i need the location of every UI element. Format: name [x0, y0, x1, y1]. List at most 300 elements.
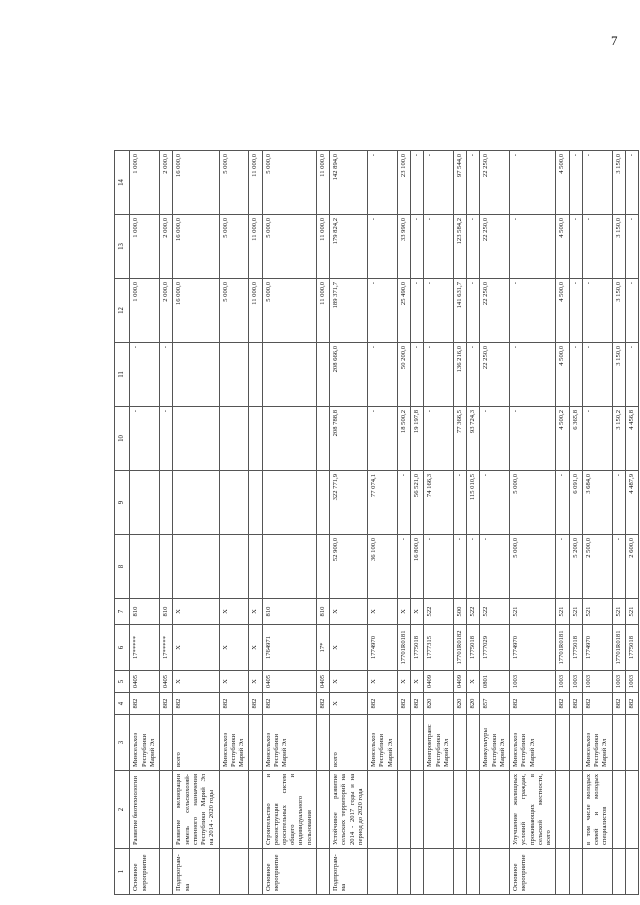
table-cell-c11: 4 500,0: [556, 343, 569, 407]
table-cell-c14: -: [569, 151, 582, 215]
table-cell-c8: [262, 535, 316, 599]
table-cell-c4: 820: [467, 693, 480, 715]
table-cell-c5: Х: [249, 671, 262, 693]
table-cell-c7: Х: [249, 599, 262, 625]
table-cell-c7: 522: [480, 599, 510, 625]
table-cell-c12: 3 150,0: [612, 279, 625, 343]
table-row: [397, 151, 410, 895]
table-cell-c4: 882: [368, 693, 398, 715]
table-cell-c5: 1003: [556, 671, 569, 693]
table-cell-c6: Х: [173, 625, 219, 671]
table-cell-c14: 11 000,0: [316, 151, 329, 215]
table-row: [368, 151, 398, 895]
table-cell-c13: -: [368, 215, 398, 279]
table-cell-c7: 522: [467, 599, 480, 625]
table-cell-c9: [173, 471, 219, 535]
table-cell-c3: [453, 715, 466, 771]
table-cell-c14: -: [467, 151, 480, 215]
table-cell-c2: [316, 771, 329, 849]
table-row: [625, 151, 638, 895]
table-cell-c12: 11 000,0: [316, 279, 329, 343]
table-cell-c3: Минкультуры Республики Марий Эл: [480, 715, 510, 771]
column-number: 14: [115, 151, 130, 215]
table-cell-c4: 820: [453, 693, 466, 715]
table-cell-c14: -: [625, 151, 638, 215]
page-number: 7: [611, 33, 618, 48]
table-cell-c12: -: [424, 279, 454, 343]
table-cell-c14: 23 100,0: [397, 151, 410, 215]
table-row: [330, 151, 368, 895]
table-cell-c6: 1775018: [411, 625, 424, 671]
table-cell-c10: 4 500,2: [556, 407, 569, 471]
column-number: 6: [115, 625, 130, 671]
table-cell-c11: -: [569, 343, 582, 407]
table-cell-c3: [556, 715, 569, 771]
table-cell-c2: [625, 771, 638, 849]
table-cell-c12: 1 000,0: [130, 279, 160, 343]
table-cell-c1: Подпрограм-ма: [330, 849, 368, 895]
table-cell-c3: [160, 715, 173, 771]
table-cell-c8: 2 600,0: [625, 535, 638, 599]
table-cell-c4: Х: [330, 693, 368, 715]
table-cell-c3: Минсельхоз Республики Марий Эл: [130, 715, 160, 771]
table-cell-c10: 93 724,3: [467, 407, 480, 471]
table-cell-c1: Основное мероприятие: [262, 849, 316, 895]
table-cell-c1: [411, 849, 424, 895]
table-cell-c9: 4 487,9: [625, 471, 638, 535]
table-cell-c12: 11 000,0: [249, 279, 262, 343]
table-cell-c14: 5 000,0: [262, 151, 316, 215]
table-cell-c5: 1003: [510, 671, 556, 693]
column-number: 9: [115, 471, 130, 535]
table-cell-c7: 521: [625, 599, 638, 625]
table-cell-c8: [219, 535, 249, 599]
table-cell-c5: Х: [467, 671, 480, 693]
table-cell-c10: 77 366,5: [453, 407, 466, 471]
table-cell-c10: -: [480, 407, 510, 471]
table-cell-c3: [612, 715, 625, 771]
table-cell-c3: Минсельхоз Республики Марий Эл: [368, 715, 398, 771]
table-cell-c10: 6 365,8: [569, 407, 582, 471]
table-cell-c9: 322 771,9: [330, 471, 368, 535]
table-cell-c13: 123 584,2: [453, 215, 466, 279]
table-cell-c5: 0801: [480, 671, 510, 693]
table-cell-c9: [219, 471, 249, 535]
table-cell-c7: Х: [219, 599, 249, 625]
table-cell-c10: 3 150,2: [612, 407, 625, 471]
table-cell-c1: Подпрограм-ма: [173, 849, 219, 895]
table-cell-c4: 882: [510, 693, 556, 715]
table-row: [510, 151, 556, 895]
table-cell-c6: 1775018: [467, 625, 480, 671]
table-cell-c5: 1003: [582, 671, 612, 693]
table-cell-c1: [467, 849, 480, 895]
table-cell-c5: 0405: [130, 671, 160, 693]
table-cell-c3: [316, 715, 329, 771]
table-cell-c2: Улучшение жилищных условий граждан, проживающих в сельской местности, всего: [510, 771, 556, 849]
table-cell-c7: 521: [569, 599, 582, 625]
table-cell-c9: 56 521,0: [411, 471, 424, 535]
table-cell-c1: [397, 849, 410, 895]
table-cell-c4: 882: [316, 693, 329, 715]
table-body: [130, 151, 638, 895]
table-cell-c12: -: [510, 279, 556, 343]
table-cell-c1: Основное мероприятие: [510, 849, 556, 895]
table-cell-c11: -: [582, 343, 612, 407]
table-cell-c2: в том числе молодых семей и молодых специалистов: [582, 771, 612, 849]
table-cell-c1: Основное мероприятие: [130, 849, 160, 895]
table-cell-c12: -: [368, 279, 398, 343]
table-cell-c11: [173, 343, 219, 407]
table-cell-c12: 4 500,0: [556, 279, 569, 343]
table-cell-c1: [480, 849, 510, 895]
table-cell-c10: [173, 407, 219, 471]
table-cell-c8: -: [612, 535, 625, 599]
table-cell-c14: 22 250,0: [480, 151, 510, 215]
table-cell-c14: -: [411, 151, 424, 215]
table-cell-c9: -: [612, 471, 625, 535]
table-cell-c9: [160, 471, 173, 535]
column-number: 3: [115, 715, 130, 771]
table-cell-c13: -: [424, 215, 454, 279]
table-cell-c1: [249, 849, 262, 895]
table-cell-c5: Х: [397, 671, 410, 693]
table-row: [453, 151, 466, 895]
table-cell-c6: 17701R0181: [612, 625, 625, 671]
table-cell-c1: [569, 849, 582, 895]
column-number: 13: [115, 215, 130, 279]
table-cell-c4: 882: [625, 693, 638, 715]
table-cell-c10: [219, 407, 249, 471]
table-cell-c8: 52 900,0: [330, 535, 368, 599]
table-cell-c7: 810: [316, 599, 329, 625]
table-cell-c6: 1774970: [368, 625, 398, 671]
table-cell-c9: [249, 471, 262, 535]
table-cell-c11: 136 216,0: [453, 343, 466, 407]
table-cell-c3: Минсельхоз Республики Марий Эл: [219, 715, 249, 771]
table-cell-c3: всего: [330, 715, 368, 771]
table-cell-c11: -: [467, 343, 480, 407]
table-cell-c7: 521: [612, 599, 625, 625]
table-cell-c6: 1777315: [424, 625, 454, 671]
column-number: 2: [115, 771, 130, 849]
table-cell-c11: -: [160, 343, 173, 407]
table-cell-c11: 22 250,0: [480, 343, 510, 407]
table-cell-c11: -: [424, 343, 454, 407]
table-cell-c13: -: [582, 215, 612, 279]
table-cell-c7: 500: [453, 599, 466, 625]
table-cell-c13: 5 000,0: [219, 215, 249, 279]
table-cell-c12: -: [467, 279, 480, 343]
table-cell-c4: 882: [262, 693, 316, 715]
table-cell-c13: 1 000,0: [130, 215, 160, 279]
table-cell-c12: 5 000,0: [262, 279, 316, 343]
table-row: [569, 151, 582, 895]
table-cell-c10: -: [130, 407, 160, 471]
table-cell-c10: 19 197,8: [411, 407, 424, 471]
table-cell-c13: 11 000,0: [316, 215, 329, 279]
table-cell-c9: [316, 471, 329, 535]
table-cell-c2: Развитие биотехнологии: [130, 771, 160, 849]
table-cell-c8: 36 100,0: [368, 535, 398, 599]
table-cell-c12: -: [569, 279, 582, 343]
table-cell-c6: 17*****: [130, 625, 160, 671]
table-cell-c5: Х: [368, 671, 398, 693]
column-number: 5: [115, 671, 130, 693]
table-cell-c7: 521: [582, 599, 612, 625]
table-cell-c9: [262, 471, 316, 535]
table-cell-c12: 25 490,0: [397, 279, 410, 343]
table-cell-c8: [316, 535, 329, 599]
table-cell-c13: 4 500,0: [556, 215, 569, 279]
table-cell-c9: 6 091,0: [569, 471, 582, 535]
table-cell-c14: 97 544,0: [453, 151, 466, 215]
table-cell-c5: Х: [330, 671, 368, 693]
table-cell-c3: [569, 715, 582, 771]
table-row: [316, 151, 329, 895]
table-cell-c1: [368, 849, 398, 895]
table-cell-c13: -: [569, 215, 582, 279]
table-cell-c3: [467, 715, 480, 771]
table-cell-c13: 11 000,0: [249, 215, 262, 279]
table-cell-c6: 17701R0181: [397, 625, 410, 671]
table-row: [262, 151, 316, 895]
table-cell-c10: -: [368, 407, 398, 471]
table-cell-c5: 0409: [424, 671, 454, 693]
table-cell-c6: Х: [330, 625, 368, 671]
column-number: 7: [115, 599, 130, 625]
table-cell-c2: [569, 771, 582, 849]
table-cell-c7: 810: [262, 599, 316, 625]
table-cell-c6: 17*****: [160, 625, 173, 671]
table-cell-c14: 4 500,0: [556, 151, 569, 215]
table-cell-c2: [249, 771, 262, 849]
table-cell-c3: [397, 715, 410, 771]
table-cell-c7: Х: [173, 599, 219, 625]
table-cell-c2: [160, 771, 173, 849]
table-cell-c1: [160, 849, 173, 895]
table-row: [480, 151, 510, 895]
column-number: 1: [115, 849, 130, 895]
table-cell-c10: -: [160, 407, 173, 471]
table-cell-c4: 882: [249, 693, 262, 715]
table-cell-c13: 22 250,0: [480, 215, 510, 279]
table-cell-c5: 0405: [316, 671, 329, 693]
table-cell-c5: Х: [411, 671, 424, 693]
table-cell-c14: 11 000,0: [249, 151, 262, 215]
table-cell-c10: [262, 407, 316, 471]
table-cell-c14: -: [368, 151, 398, 215]
table-row: [612, 151, 625, 895]
table-cell-c5: 0405: [262, 671, 316, 693]
table-cell-c4: 882: [130, 693, 160, 715]
table-cell-c1: [316, 849, 329, 895]
table-cell-c13: 33 990,0: [397, 215, 410, 279]
table-cell-c7: 522: [424, 599, 454, 625]
table-cell-c11: [219, 343, 249, 407]
table-cell-c4: 882: [582, 693, 612, 715]
table-cell-c6: 1775018: [569, 625, 582, 671]
table-cell-c7: Х: [397, 599, 410, 625]
table-cell-c10: -: [510, 407, 556, 471]
table-cell-c14: 3 150,0: [612, 151, 625, 215]
table-cell-c13: 2 000,0: [160, 215, 173, 279]
table-cell-c7: Х: [411, 599, 424, 625]
table-row: [219, 151, 249, 895]
table-cell-c14: -: [510, 151, 556, 215]
table-cell-c11: 3 150,0: [612, 343, 625, 407]
table-cell-c9: -: [397, 471, 410, 535]
table-cell-c7: 810: [160, 599, 173, 625]
table-cell-c1: [556, 849, 569, 895]
table-row: [582, 151, 612, 895]
column-number: 10: [115, 407, 130, 471]
column-number: 8: [115, 535, 130, 599]
table-cell-c12: -: [411, 279, 424, 343]
table-cell-c5: 1003: [625, 671, 638, 693]
table-cell-c4: 820: [424, 693, 454, 715]
table-cell-c12: 2 000,0: [160, 279, 173, 343]
table-cell-c2: [411, 771, 424, 849]
table-cell-c6: Х: [249, 625, 262, 671]
table-cell-c8: [160, 535, 173, 599]
table-cell-c8: -: [467, 535, 480, 599]
table-cell-c3: Минпромтранс Республики Марий Эл: [424, 715, 454, 771]
table-cell-c5: 0405: [160, 671, 173, 693]
table-cell-c1: [612, 849, 625, 895]
table-cell-c1: [625, 849, 638, 895]
table-cell-c1: [582, 849, 612, 895]
table-cell-c14: 1 000,0: [130, 151, 160, 215]
table-cell-c3: [411, 715, 424, 771]
table-cell-c4: 857: [480, 693, 510, 715]
table-cell-c9: -: [480, 471, 510, 535]
table-row: [467, 151, 480, 895]
table-cell-c3: Минсельхоз Республики Марий Эл: [510, 715, 556, 771]
table-cell-c2: Устойчивое развитие сельских территорий на 2014 - 2017 годы и на период до 2020 года: [330, 771, 368, 849]
table-cell-c10: 18 500,2: [397, 407, 410, 471]
table-cell-c5: 0409: [453, 671, 466, 693]
table-cell-c14: -: [424, 151, 454, 215]
table-cell-c4: 882: [173, 693, 219, 715]
table-cell-c14: 142 894,0: [330, 151, 368, 215]
table-cell-c2: Строительство и реконструкция оросительных систем общего и индивидуального пользования: [262, 771, 316, 849]
table-cell-c13: -: [510, 215, 556, 279]
table-cell-c9: 3 684,0: [582, 471, 612, 535]
table-cell-c6: 1777029: [480, 625, 510, 671]
table-cell-c10: -: [424, 407, 454, 471]
table-cell-c9: 5 000,0: [510, 471, 556, 535]
table-cell-c4: 882: [569, 693, 582, 715]
table-row: [160, 151, 173, 895]
table-cell-c8: 2 500,0: [582, 535, 612, 599]
table-cell-c1: [424, 849, 454, 895]
table-cell-c8: [173, 535, 219, 599]
table-cell-c7: 521: [556, 599, 569, 625]
table-cell-c11: [249, 343, 262, 407]
table-cell-c10: 208 788,8: [330, 407, 368, 471]
table-cell-c2: [424, 771, 454, 849]
table-row: [556, 151, 569, 895]
table-cell-c2: [480, 771, 510, 849]
table-cell-c10: [249, 407, 262, 471]
table-cell-c2: [467, 771, 480, 849]
table-cell-c5: 1003: [612, 671, 625, 693]
table-cell-c8: -: [453, 535, 466, 599]
table-cell-c14: 16 000,0: [173, 151, 219, 215]
table-cell-c4: 882: [556, 693, 569, 715]
table-cell-c3: всего: [173, 715, 219, 771]
table-cell-c9: -: [556, 471, 569, 535]
table-cell-c3: Минсельхоз Республики Марий Эл: [582, 715, 612, 771]
table-cell-c11: [262, 343, 316, 407]
table-cell-c13: -: [411, 215, 424, 279]
table-cell-c6: 17*: [316, 625, 329, 671]
table-cell-c7: 810: [130, 599, 160, 625]
table-cell-c8: [249, 535, 262, 599]
table-cell-c13: -: [467, 215, 480, 279]
table-cell-c2: [556, 771, 569, 849]
column-number: 12: [115, 279, 130, 343]
table-cell-c8: 5 000,0: [510, 535, 556, 599]
table-cell-c8: 16 800,0: [411, 535, 424, 599]
table-cell-c11: -: [510, 343, 556, 407]
column-number: 11: [115, 343, 130, 407]
table-cell-c2: Развитие мелиорации земель сельскохозяй-ственного назначения Республики Марий Эл на 2014 - 2020 годы: [173, 771, 219, 849]
table-cell-c12: 22 250,0: [480, 279, 510, 343]
table-cell-c13: -: [625, 215, 638, 279]
table-cell-c6: 1764971: [262, 625, 316, 671]
table-cell-c13: 179 824,2: [330, 215, 368, 279]
table-cell-c8: 5 200,0: [569, 535, 582, 599]
table-cell-c11: 208 666,0: [330, 343, 368, 407]
table-cell-c11: -: [130, 343, 160, 407]
table-cell-c6: 1774970: [582, 625, 612, 671]
table-cell-c12: 189 371,7: [330, 279, 368, 343]
table-cell-c14: -: [582, 151, 612, 215]
table-cell-c13: 5 000,0: [262, 215, 316, 279]
table-cell-c1: [219, 849, 249, 895]
table-cell-c2: [219, 771, 249, 849]
table-cell-c12: 141 631,7: [453, 279, 466, 343]
table-cell-c3: [625, 715, 638, 771]
table-cell-c4: 882: [397, 693, 410, 715]
table-cell-c8: -: [424, 535, 454, 599]
table-cell-c12: 5 000,0: [219, 279, 249, 343]
table-cell-c2: [453, 771, 466, 849]
table-cell-c5: Х: [173, 671, 219, 693]
table-row: [424, 151, 454, 895]
table-cell-c7: Х: [368, 599, 398, 625]
table-cell-c8: -: [480, 535, 510, 599]
table-cell-c6: 17701R0181: [556, 625, 569, 671]
budget-table: [114, 150, 639, 895]
table-cell-c3: Минсельхоз Республики Марий Эл: [262, 715, 316, 771]
table-cell-c8: -: [556, 535, 569, 599]
table-cell-c12: -: [582, 279, 612, 343]
table-cell-c5: Х: [219, 671, 249, 693]
table-cell-c9: 77 074,1: [368, 471, 398, 535]
table-cell-c4: 882: [612, 693, 625, 715]
table-cell-c8: -: [397, 535, 410, 599]
table-cell-c12: -: [625, 279, 638, 343]
table-row: [130, 151, 160, 895]
table-cell-c4: 882: [160, 693, 173, 715]
table-cell-c6: Х: [219, 625, 249, 671]
table-cell-c6: 17701R0182: [453, 625, 466, 671]
table-cell-c11: 50 200,0: [397, 343, 410, 407]
table-cell-c2: [368, 771, 398, 849]
